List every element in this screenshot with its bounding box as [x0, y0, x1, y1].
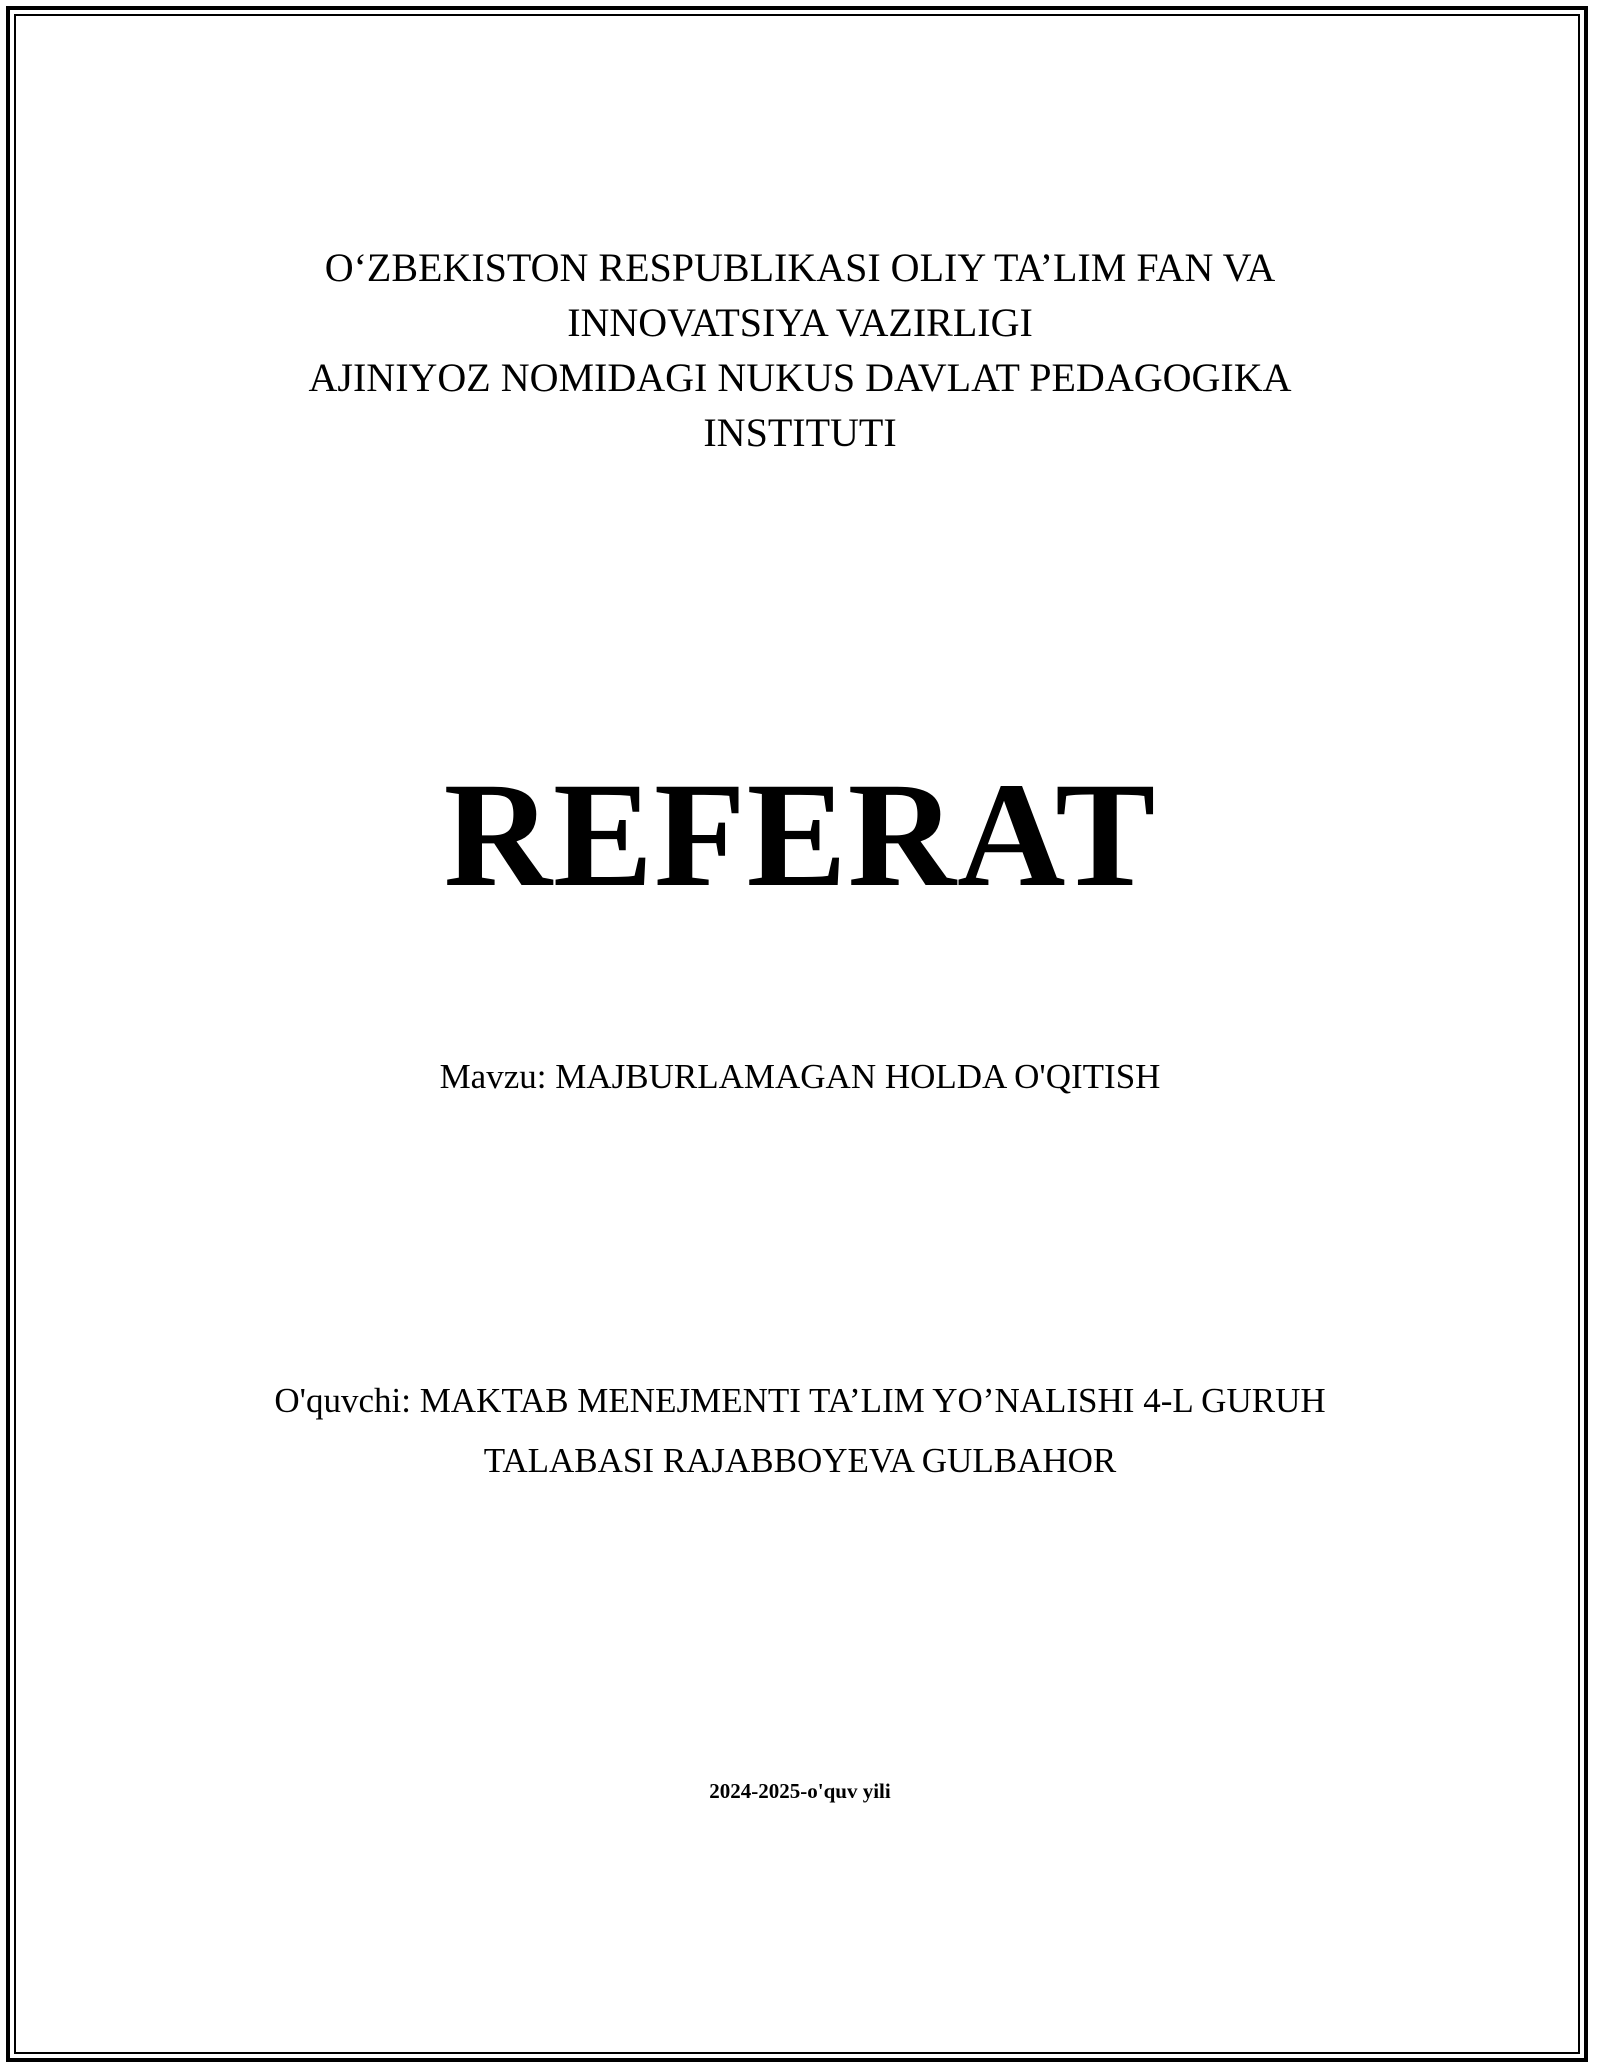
student-line: TALABASI RAJABBOYEVA GULBAHOR — [483, 1441, 1117, 1480]
student-info — [0, 1371, 1600, 1491]
academic-year: 2024-2025-o'quv yili — [709, 1779, 891, 1803]
header-line: INSTITUTI — [703, 410, 897, 455]
header-line: INNOVATSIYA VAZIRLIGI — [567, 300, 1033, 345]
header-line: AJINIYOZ NOMIDAGI NUKUS DAVLAT PEDAGOGIKA — [308, 355, 1292, 400]
student-line: O'quvchi: MAKTAB MENEJMENTI TA’LIM YO’NALISHI 4-L GURUH — [274, 1381, 1326, 1420]
header-line: O‘ZBEKISTON RESPUBLIKASI OLIY TA’LIM FAN VA — [324, 245, 1276, 290]
document-title: REFERAT — [443, 752, 1157, 918]
institution-header — [0, 240, 1600, 460]
topic-line: Mavzu: MAJBURLAMAGAN HOLDA O'QITISH — [439, 1057, 1161, 1096]
